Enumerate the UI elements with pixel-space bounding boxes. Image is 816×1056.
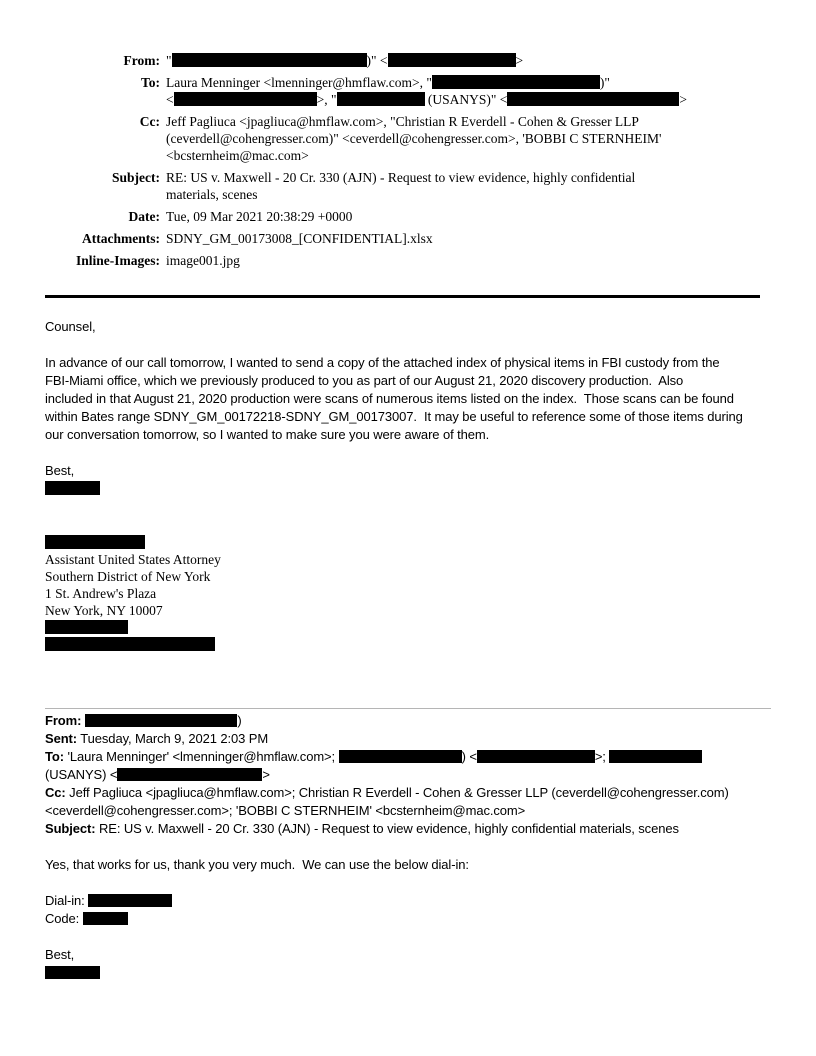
signature-office: Southern District of New York bbox=[45, 569, 211, 584]
email2-body bbox=[45, 856, 805, 982]
redaction-bar bbox=[609, 750, 702, 763]
from-value bbox=[166, 52, 735, 69]
reply-to-line-2 bbox=[45, 766, 805, 784]
reply-sent-label: Sent: bbox=[45, 731, 78, 746]
redaction-bar bbox=[45, 535, 145, 549]
subject-label: Subject: bbox=[112, 170, 160, 185]
cc-value-line-2: (ceverdell@cohengresser.com)" <ceverdell@cohengresser.com>, 'BOBBI C STERNHEIM' bbox=[166, 131, 662, 146]
reply-subject-line bbox=[45, 820, 805, 838]
closing-line: Best, bbox=[45, 463, 75, 478]
redaction-bar bbox=[477, 750, 595, 763]
signature-address-line-1: 1 St. Andrew's Plaza bbox=[45, 586, 157, 601]
to-text-1: Laura Menninger <lmenninger@hmflaw.com>, " bbox=[166, 75, 432, 90]
reply-from-label: From: bbox=[45, 713, 82, 728]
attachment-filename: SDNY_GM_00173008_[CONFIDENTIAL].xlsx bbox=[166, 231, 433, 246]
redaction-bar bbox=[45, 481, 100, 495]
paragraph-line: included in that August 21, 2020 production were scans of numerous items listed on the index. Those scans can be found bbox=[45, 391, 734, 406]
reply-cc-text-1: Jeff Pagliuca <jpagliuca@hmflaw.com>; Christian R Everdell - Cohen & Gresser LLP (ceverdell@cohengresser.com) bbox=[65, 785, 729, 800]
email2-header bbox=[45, 712, 805, 838]
to-value-line-1 bbox=[166, 74, 735, 91]
signature-email-redaction-line bbox=[45, 636, 816, 653]
signature-title: Assistant United States Attorney bbox=[45, 552, 221, 567]
from-mid-text: )" < bbox=[366, 53, 388, 68]
inline-images-label: Inline-Images: bbox=[76, 253, 160, 268]
date-value-line: Tue, 09 Mar 2021 20:38:29 +0000 bbox=[166, 209, 353, 224]
paragraph-line: FBI-Miami office, which we previously produced to you as part of our August 21, 2020 discovery production. Also bbox=[45, 373, 684, 388]
redaction-bar bbox=[432, 75, 600, 89]
attachments-value bbox=[166, 230, 735, 247]
inline-image-filename: image001.jpg bbox=[166, 253, 240, 268]
reply-subject-label: Subject: bbox=[45, 821, 96, 836]
from-quote: " bbox=[166, 53, 172, 68]
signature-phone-redaction-line bbox=[45, 619, 816, 636]
email1-body bbox=[45, 318, 805, 498]
cc-value-line-3: <bcsternheim@mac.com> bbox=[166, 148, 309, 163]
code-label: Code: bbox=[45, 911, 83, 926]
signature-address-line-2: New York, NY 10007 bbox=[45, 603, 163, 618]
reply-cc-line-2: <ceverdell@cohengresser.com>; 'BOBBI C STERNHEIM' <bcsternheim@mac.com> bbox=[45, 803, 526, 818]
redaction-bar bbox=[45, 620, 128, 634]
dialin-line bbox=[45, 892, 805, 910]
to-text-3: < bbox=[166, 92, 174, 107]
blank-line bbox=[45, 928, 805, 946]
date-label: Date: bbox=[128, 209, 160, 224]
reply-to-text-4: (USANYS) < bbox=[45, 767, 118, 782]
cc-value bbox=[166, 113, 735, 164]
redaction-bar bbox=[117, 768, 262, 781]
reply-sent-line bbox=[45, 730, 805, 748]
reply-to-text-3: >; bbox=[594, 749, 610, 764]
redaction-bar bbox=[83, 912, 128, 925]
from-label: From: bbox=[123, 53, 160, 68]
to-text-5: (USANYS)" < bbox=[424, 92, 508, 107]
redaction-bar bbox=[45, 966, 100, 979]
redaction-bar bbox=[339, 750, 462, 763]
inline-images-value bbox=[166, 252, 735, 269]
greeting-line: Counsel, bbox=[45, 319, 96, 334]
to-value bbox=[166, 74, 735, 108]
reply-to-line-1 bbox=[45, 748, 805, 766]
redaction-bar bbox=[85, 714, 237, 727]
from-end-text: > bbox=[515, 53, 524, 68]
signature-name-redaction-line bbox=[45, 534, 816, 551]
email1-header bbox=[45, 52, 735, 269]
to-label: To: bbox=[140, 75, 160, 90]
redaction-bar bbox=[337, 92, 425, 106]
reply-sent-value: Tuesday, March 9, 2021 2:03 PM bbox=[77, 731, 269, 746]
to-value-line-2 bbox=[166, 91, 735, 108]
date-value bbox=[166, 208, 735, 225]
subject-value bbox=[166, 169, 735, 203]
signature-block bbox=[45, 534, 816, 653]
redaction-bar bbox=[174, 92, 317, 106]
reply-cc-line-1 bbox=[45, 784, 805, 802]
reply-cc-label: Cc: bbox=[45, 785, 66, 800]
sender-name-redaction-line bbox=[45, 480, 805, 498]
paragraph-line: within Bates range SDNY_GM_00172218-SDNY_GM_00173007. It may be useful to reference some of those items during bbox=[45, 409, 743, 424]
cc-label: Cc: bbox=[139, 114, 160, 129]
reply-to-label: To: bbox=[45, 749, 64, 764]
reply-to-text-5: > bbox=[262, 767, 270, 782]
attachments-label: Attachments: bbox=[82, 231, 160, 246]
redaction-bar bbox=[45, 637, 215, 651]
to-text-4: >, " bbox=[316, 92, 337, 107]
reply-closing-line: Best, bbox=[45, 947, 75, 962]
code-line bbox=[45, 910, 805, 928]
reply-to-text-2: ) < bbox=[461, 749, 477, 764]
reply-to-text-1: 'Laura Menninger' <lmenninger@hmflaw.com>; bbox=[63, 749, 339, 764]
to-text-6: > bbox=[679, 92, 688, 107]
reply-divider bbox=[45, 708, 771, 709]
redaction-bar bbox=[88, 894, 172, 907]
blank-line bbox=[45, 444, 805, 462]
header-divider bbox=[45, 295, 760, 298]
paragraph-line: In advance of our call tomorrow, I wanted to send a copy of the attached index of physical items in FBI custody from the bbox=[45, 355, 720, 370]
subject-value-line-2: materials, scenes bbox=[166, 187, 258, 202]
subject-value-line-1: RE: US v. Maxwell - 20 Cr. 330 (AJN) - Request to view evidence, highly confidential bbox=[166, 170, 636, 185]
paragraph-line: our conversation tomorrow, so I wanted to make sure you were aware of them. bbox=[45, 427, 490, 442]
blank-line bbox=[45, 874, 805, 892]
redaction-bar bbox=[388, 53, 516, 67]
reply-sender-redaction-line bbox=[45, 964, 805, 982]
redaction-bar bbox=[172, 53, 367, 67]
redaction-bar bbox=[507, 92, 679, 106]
confirmation-line: Yes, that works for us, thank you very much. We can use the below dial-in: bbox=[45, 857, 469, 872]
reply-subject-value: RE: US v. Maxwell - 20 Cr. 330 (AJN) - Request to view evidence, highly confidential materials, scenes bbox=[95, 821, 679, 836]
from-value-line bbox=[166, 52, 735, 69]
reply-from-end-text: ) bbox=[237, 713, 242, 728]
dialin-label: Dial-in: bbox=[45, 893, 89, 908]
cc-value-line-1: Jeff Pagliuca <jpagliuca@hmflaw.com>, "Christian R Everdell - Cohen & Gresser LLP bbox=[166, 114, 639, 129]
blank-line bbox=[45, 336, 805, 354]
to-text-2: )" bbox=[599, 75, 610, 90]
reply-from-line bbox=[45, 712, 805, 730]
